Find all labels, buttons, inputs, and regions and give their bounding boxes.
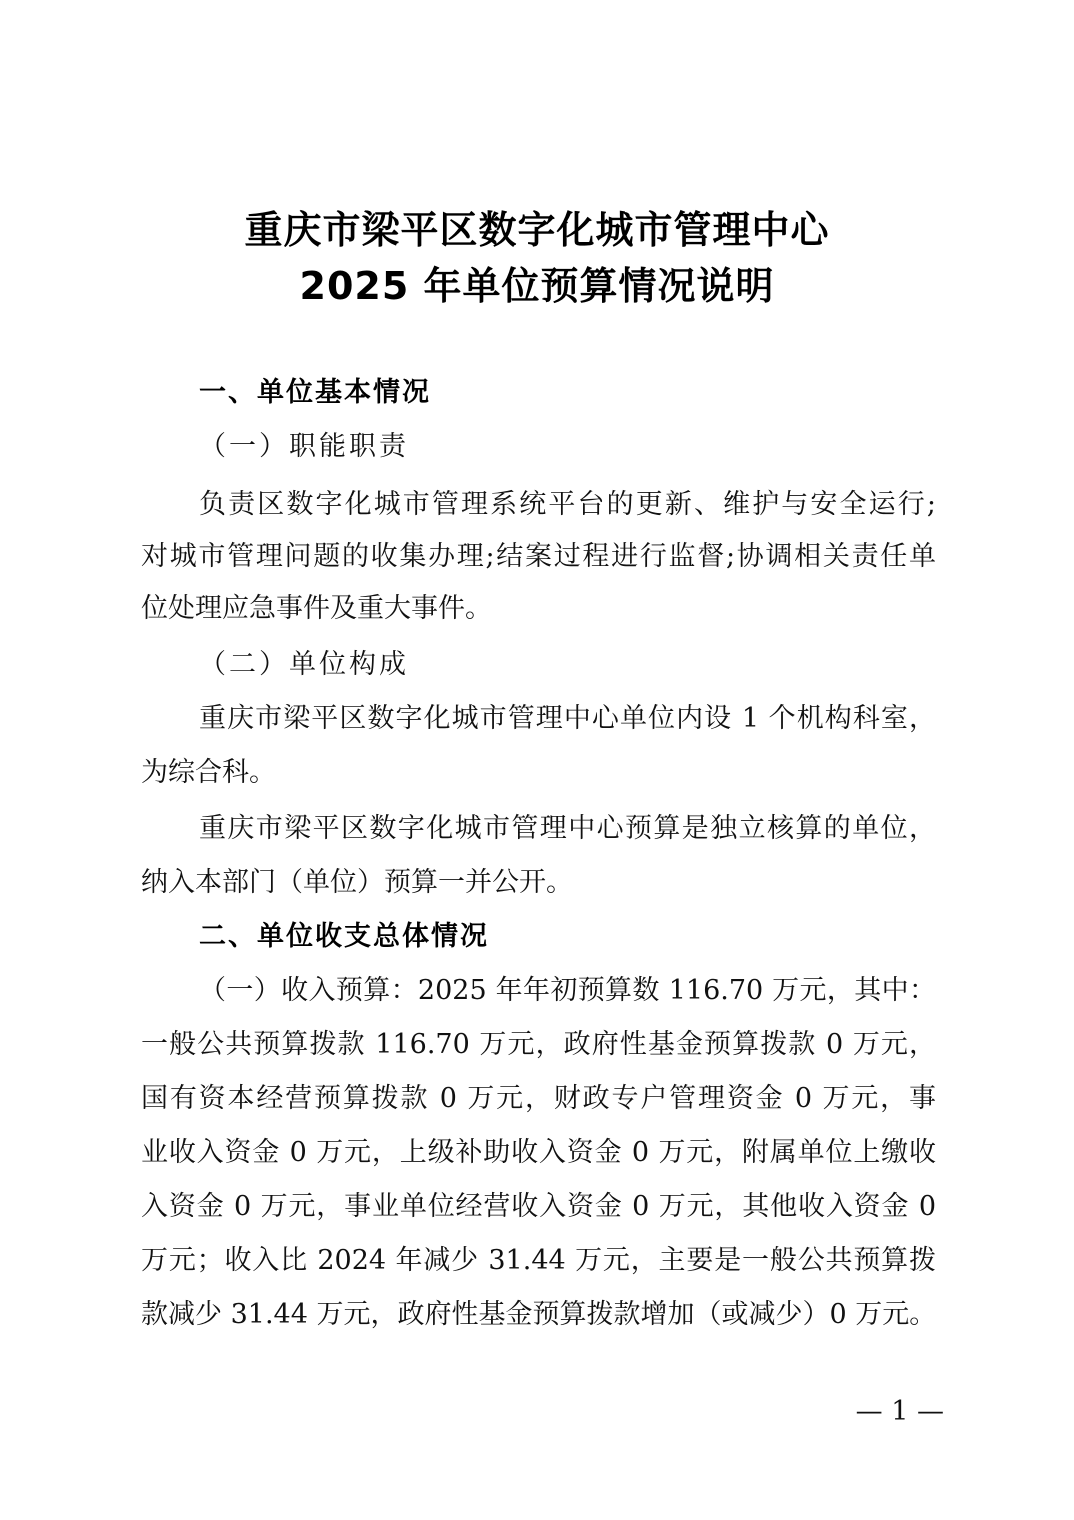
paragraph-line: 负责区数字化城市管理系统平台的更新、维护与安全运行; — [199, 489, 936, 520]
page-number: — 1 — — [855, 1396, 944, 1427]
paragraph-line: （一）收入预算：2025 年年初预算数 116.70 万元，其中： — [199, 975, 936, 1006]
paragraph-line: 国有资本经营预算拨款 0 万元，财政专户管理资金 0 万元，事 — [141, 1083, 936, 1114]
paragraph-line: 入资金 0 万元，事业单位经营收入资金 0 万元，其他收入资金 0 — [141, 1191, 936, 1222]
subsection-heading-duties: （一）职能职责 — [199, 431, 409, 462]
subsection-heading-structure: （二）单位构成 — [199, 649, 409, 680]
paragraph-line: 为综合科。 — [141, 757, 276, 788]
section-heading-basic-info: 一、单位基本情况 — [199, 377, 431, 408]
document-title-line2: 2025 年单位预算情况说明 — [299, 264, 775, 308]
section-heading-budget-overview: 二、单位收支总体情况 — [199, 921, 489, 952]
paragraph-line: 一般公共预算拨款 116.70 万元，政府性基金预算拨款 0 万元， — [141, 1029, 936, 1060]
paragraph-line: 位处理应急事件及重大事件。 — [141, 593, 492, 624]
document-title-line1: 重庆市梁平区数字化城市管理中心 — [244, 208, 830, 252]
paragraph-line: 重庆市梁平区数字化城市管理中心预算是独立核算的单位， — [199, 813, 936, 844]
paragraph-line: 万元；收入比 2024 年减少 31.44 万元，主要是一般公共预算拨 — [141, 1245, 936, 1276]
paragraph-line: 重庆市梁平区数字化城市管理中心单位内设 1 个机构科室， — [199, 703, 936, 734]
paragraph-line: 纳入本部门（单位）预算一并公开。 — [141, 867, 573, 898]
paragraph-line: 业收入资金 0 万元，上级补助收入资金 0 万元，附属单位上缴收 — [141, 1137, 936, 1168]
paragraph-line: 款减少 31.44 万元，政府性基金预算拨款增加（或减少）0 万元。 — [141, 1299, 936, 1330]
paragraph-line: 对城市管理问题的收集办理;结案过程进行监督;协调相关责任单 — [141, 541, 936, 572]
